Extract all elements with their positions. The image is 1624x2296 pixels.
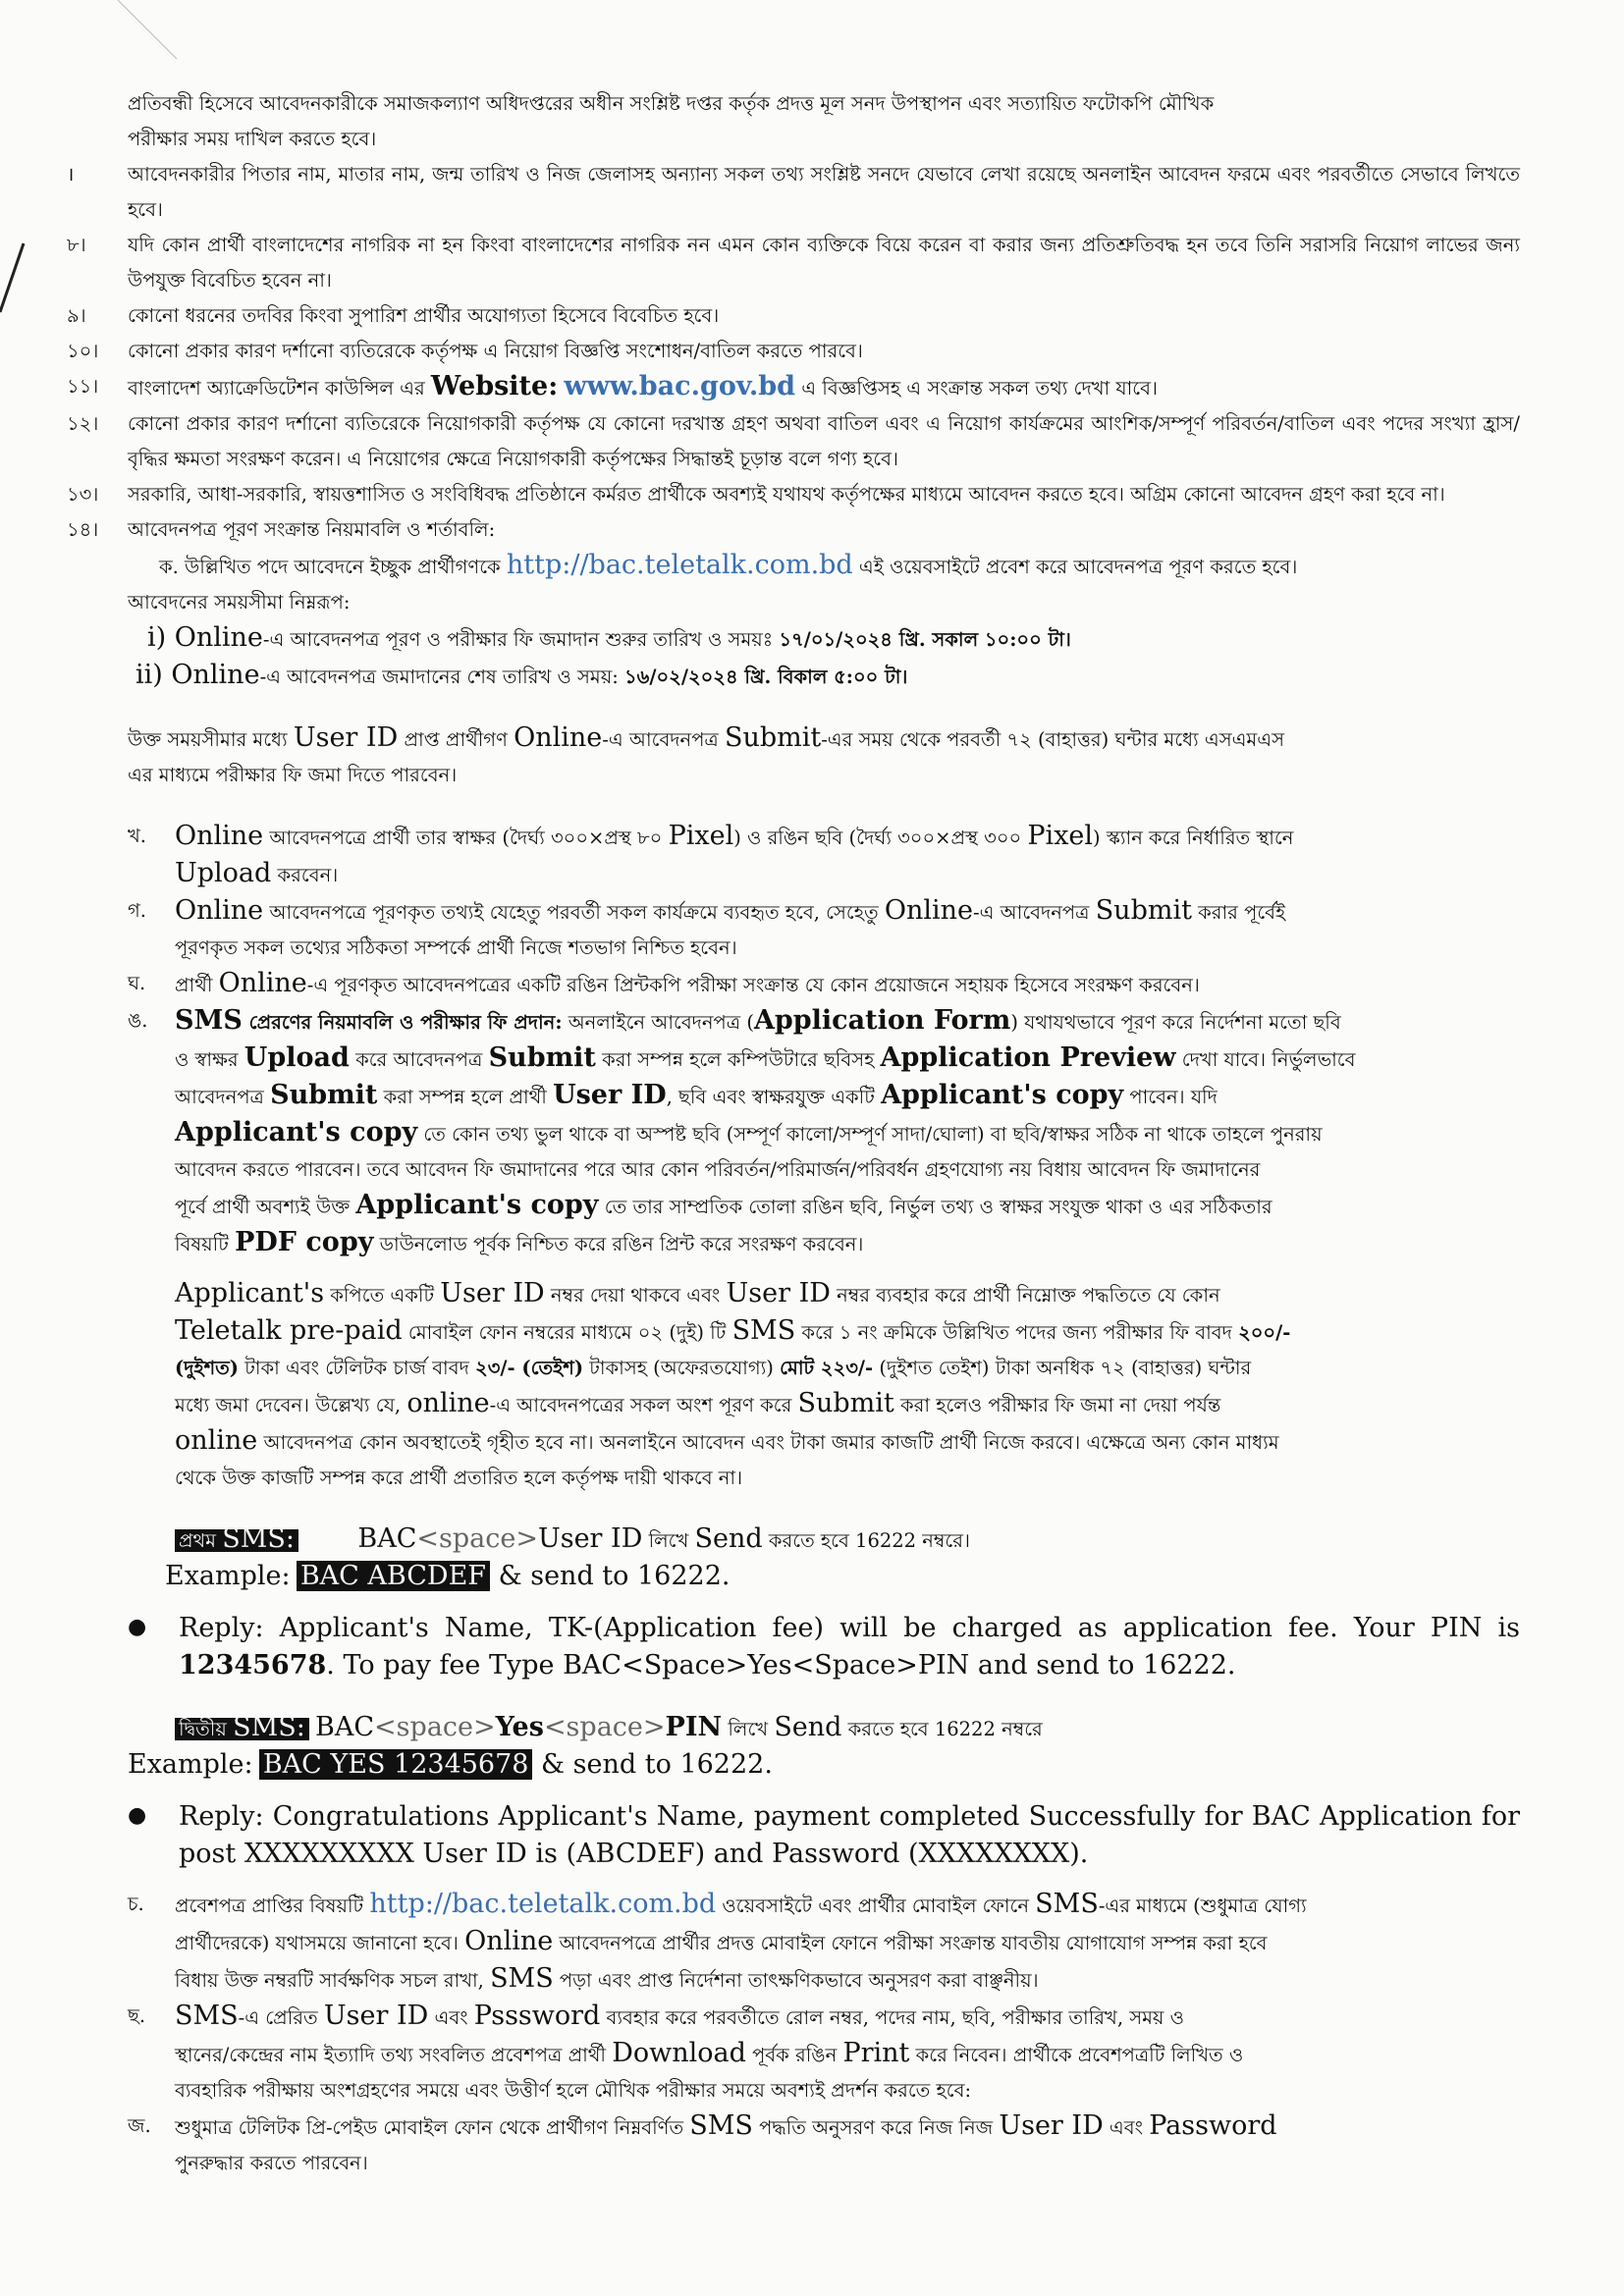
t: ) স্ক্যান করে নির্ধারিত স্থানে [1093,827,1294,849]
t: BAC [315,1712,375,1742]
t: Online [464,1926,554,1956]
t: ) যথাযথভাবে পূরণ করে নির্দেশনা মতো ছবি [1010,1011,1341,1034]
t: User ID [999,2110,1104,2141]
t: বিধায় উক্ত নম্বরটি সার্বক্ষণিক সচল রাখা, [175,1969,491,1992]
bullet-dot: ● [128,1803,147,1828]
t: SMS [689,2110,753,2141]
t: শুধুমাত্র টেলিটক প্রি-পেইড মোবাইল ফোন থেকে প্রার্থীগণ নিম্নবর্ণিত [175,2116,690,2139]
t: লিখে [722,1718,775,1740]
t: Send [774,1712,842,1742]
sms-fee-timing-paragraph [67,721,1520,793]
t: স্থানের/কেন্দ্রের নাম ইত্যাদি তথ্য সংবলিত প্রবেশপত্র প্রার্থী [175,2044,613,2066]
item-text: সরকারি, আধা-সরকারি, স্বায়ত্তশাসিত ও সংবিধিবদ্ধ প্রতিষ্ঠানে কর্মরত প্রার্থীকে অবশ্যই যথাযথ কর্তৃপক্ষের মাধ্যমে আবেদন করতে হবে। অগ্রিম কোনো আবেদন গ্রহণ করা হবে না। [128,483,1445,506]
t: SMS [175,2001,239,2031]
item-label: খ. [128,825,147,847]
item-number: ১৩। [67,483,99,506]
start-date: ১৭/০১/২০২৪ খ্রি. সকাল ১০:০০ টা। [779,628,1071,651]
t: Password [1149,2110,1277,2141]
t: SMS [175,1005,243,1036]
t: আবেদনপত্রে প্রার্থীর প্রদত্ত মোবাইল ফোনে পরীক্ষা সংক্রান্ত যাবতীয় যোগাযোগ সম্পন্ন করা হবে [553,1932,1268,1954]
t: প্রার্থীদেরকে) যথাসময়ে জানানো হবে। [175,1932,465,1954]
list-item-10 [67,334,1520,369]
t: & send to 16222. [532,1749,773,1780]
item-text: কোনো ধরনের তদবির কিংবা সুপারিশ প্রার্থীর অযোগ্যতা হিসেবে বিবেচিত হবে। [128,304,720,327]
applicant-copy-paragraph [67,1276,1520,1496]
item-text [175,819,1520,893]
t: Upload [244,1042,350,1073]
t: Pixel [668,821,734,851]
reply-1 [128,1610,1520,1684]
ka-post: এই ওয়েবসাইটে প্রবেশ করে আবেদনপত্র পূরণ করতে হবে। [852,556,1298,578]
subitem-ga [67,893,1520,966]
t: করে ১ নং ক্রমিকে উল্লিখিত পদের জন্য পরীক্ষার ফি বাবদ [795,1321,1239,1344]
second-sms-instruction [67,1710,1520,1747]
item-number: ১২। [67,412,99,435]
t: পুনরুদ্ধার করতে পারবেন। [175,2152,368,2174]
t: -এর সময় থেকে পরবর্তী ৭২ (বাহাত্তর) ঘন্টার মধ্যে এসএমএস [821,728,1284,751]
reply-text: Reply: Congratulations Applicant's Name, payment completed Successfully for BAC Application for post XXXXXXXXX User ID is (ABCDEF) and Password (XXXXXXXX). [179,1801,1520,1869]
list-item-11 [67,369,1520,406]
t: PDF copy [235,1227,374,1257]
intro-paragraph [67,86,1520,157]
t: -এ আবেদনপত্র [602,728,725,751]
item-text [128,369,1520,406]
list-item-12 [67,406,1520,477]
deadline-end [67,658,1520,695]
first-sms-instruction [67,1522,1520,1559]
t: Online [218,968,307,998]
t: Application Form [753,1005,1011,1036]
t: দ্বিতীয় [179,1718,227,1740]
t: করতে হবে 16222 নম্বরে। [762,1529,970,1552]
list-item-14 [67,512,1520,548]
t: Print [842,2038,910,2068]
t: প্রার্থী [175,974,219,996]
teletalk-link[interactable]: http://bac.teletalk.com.bd [506,550,853,580]
item-label: ঘ. [128,972,146,994]
t: online [175,1425,258,1456]
t: User ID [293,722,399,753]
item-text: যদি কোন প্রার্থী বাংলাদেশের নাগরিক না হন কিংবা বাংলাদেশের নাগরিক নন এমন কোন ব্যক্তিকে বিয়ে করেন বা করার জন্য প্রতিশ্রুতিবদ্ধ হন তবে তিনি সরাসরি নিয়োগ লাভের জন্য উপযুক্ত বিবেচিত হবেন না। [128,234,1520,292]
t: আবেদন করতে পারবেন। তবে আবেদন ফি জমাদানের পরে আর কোন পরিবর্তন/পরিমার্জন/পরিবর্ধন গ্রহণযোগ্য নয় বিধায় আবেদন ফি জমাদানের [175,1158,1261,1181]
subitem-kha [67,819,1520,893]
t: করা সম্পন্ন হলে কম্পিউটারে ছবিসহ [595,1048,881,1071]
t: Submit [488,1042,596,1073]
t: , ছবি এবং স্বাক্ষরযুক্ত একটি [666,1086,882,1108]
t: SMS [1035,1889,1099,1919]
t: কপিতে একটি [324,1284,441,1307]
t: Submit [724,722,822,753]
end-prefix: ii) Online [135,660,260,690]
t: করে আবেদনপত্র [349,1048,489,1071]
item-text [175,1887,1520,1999]
deadline-start [67,620,1520,658]
item-text [175,966,1520,1003]
t: মোবাইল ফোন নম্বরের মাধ্যমে ০২ (দুই) টি [402,1321,732,1344]
t: Submit [797,1388,894,1418]
t: ব্যবহারিক পরীক্ষায় অংশগ্রহণের সময়ে এবং উত্তীর্ণ হলে মৌখিক পরীক্ষার সময়ে অবশ্যই প্রদর্শন করতে হবে: [175,2079,972,2102]
t: অনলাইনে আবেদনপত্র ( [562,1011,754,1034]
t: থেকে উক্ত কাজটি সম্পন্ন করে প্রার্থী প্রতারিত হলে কর্তৃপক্ষ দায়ী থাকবে না। [175,1467,743,1489]
t: Applicant's copy [355,1190,599,1220]
item-label: চ. [128,1893,144,1915]
t: online [406,1388,490,1418]
t: Submit [270,1080,378,1110]
t: নম্বর দেয়া থাকবে এবং [544,1284,727,1307]
t: আবেদনপত্রে প্রার্থী তার স্বাক্ষর (দৈর্ঘ্য ৩০০×প্রস্থ ৮০ [263,827,669,849]
t: প্রেরণের নিয়মাবলি ও পরীক্ষার ফি প্রদান: [242,1011,563,1034]
t: BAC [357,1523,417,1554]
t: এবং [428,2006,474,2029]
t: User ID [323,2001,429,2031]
t: Submit [1095,895,1192,926]
t: পড়া এবং প্রাপ্ত নির্দেশনা তাৎক্ষণিকভাবে অনুসরণ করা বাঞ্ছনীয়। [553,1969,1039,1992]
t: প্রবেশপত্র প্রাপ্তির বিষয়টি [175,1895,370,1917]
item-text [175,1999,1520,2109]
ka-pre: ক. উল্লিখিত পদে আবেদনে ইচ্ছুক প্রার্থীগণকে [159,556,507,578]
t: করার পূর্বেই [1191,901,1286,924]
t: তে তার সাম্প্রতিক তোলা রঙিন ছবি, নির্ভুল তথ্য ও স্বাক্ষর সংযুক্ত থাকা ও এর সঠিকতার [598,1196,1272,1218]
item-number: ১১। [67,375,99,398]
t: Online [175,821,264,851]
t: Online [175,895,264,926]
t: ডাউনলোড পূর্বক নিশ্চিত করে রঙিন প্রিন্ট করে সংরক্ষণ করবেন। [373,1233,864,1255]
start-prefix: i) Online [147,622,263,653]
t: করতে হবে 16222 নম্বরে [841,1718,1043,1740]
t: করা হলেও পরীক্ষার ফি জমা না দেয়া পর্যন্ত [893,1394,1221,1416]
t: User ID [537,1523,643,1554]
t: Online [884,895,973,926]
t: ব্যবহার করে পরবর্তীতে রোল নম্বর, পদের নাম, ছবি, পরীক্ষার তারিখ, সময় ও [600,2006,1184,2029]
t: মধ্যে জমা দেবেন। উল্লেখ্য যে, [175,1394,407,1416]
t: পদ্ধতি অনুসরণ করে নিজ নিজ [752,2116,1000,2139]
t: User ID [440,1278,545,1308]
t: Applicant's copy [881,1080,1124,1110]
t: User ID [726,1278,831,1308]
item-text [175,2109,1520,2181]
website-link[interactable]: www.bac.gov.bd [564,371,796,401]
list-item-9 [67,298,1520,334]
subitem-cha [67,1887,1520,1999]
example-code: BAC YES 12345678 [259,1749,533,1780]
t: Online [514,722,603,753]
teletalk-link[interactable]: http://bac.teletalk.com.bd [369,1889,717,1919]
item-number: ৯। [67,304,86,327]
item-number: ৮। [67,234,86,256]
t: Applicant's [175,1278,325,1308]
intro-line-2: পরীক্ষার সময় দাখিল করতে হবে। [128,128,377,150]
subitem-ja [67,2109,1520,2181]
t: করে নিবেন। প্রার্থীকে প্রবেশপত্রটি লিখিত ও [909,2044,1244,2066]
reply-2 [128,1798,1520,1873]
t: পূর্বে প্রার্থী অবশ্যই উক্ত [175,1196,356,1218]
t: ও স্বাক্ষর [175,1048,244,1071]
t: দেখা যাবে। নির্ভুলভাবে [1175,1048,1356,1071]
timing-line-1 [128,721,1520,758]
website-intro: বাংলাদেশ অ্যাক্রেডিটেশন কাউন্সিল এর [128,377,431,400]
t: -এ আবেদনপত্র [972,901,1096,924]
list-item-8 [67,228,1520,298]
item-label: গ. [128,899,146,922]
item-label: জ. [128,2114,151,2137]
t: Example: [128,1749,253,1780]
t: & send to 16222. [490,1561,731,1591]
t: আবেদনপত্র কোন অবস্থাতেই গৃহীত হবে না। অনলাইনে আবেদন এবং টাকা জমার কাজটি প্রার্থী নিজে করবে। এক্ষেত্রে অন্য কোন মাধ্যম [257,1431,1279,1454]
t: টাকা এবং টেলিটক চার্জ বাবদ [239,1357,476,1379]
end-date: ১৬/০২/২০২৪ খ্রি. বিকাল ৫:০০ টা। [624,666,908,688]
t: SMS: [233,1712,305,1742]
t: পূরণকৃত সকল তথ্যের সঠিকতা সম্পর্কে প্রার্থী নিজে শতভাগ নিশ্চিত হবেন। [175,936,737,959]
t: করা সম্পন্ন হলে প্রার্থী [377,1086,554,1108]
t: Send [694,1523,763,1554]
t: প্রথম [179,1529,217,1552]
t: পূর্বক রঙিন [745,2044,843,2066]
t: Psssword [473,2001,601,2031]
t: <space> [374,1712,496,1742]
t: বিষয়টি [175,1233,236,1255]
item-text: কোনো প্রকার কারণ দর্শানো ব্যতিরেকে নিয়োগকারী কর্তৃপক্ষ যে কোনো দরখাস্ত গ্রহণ অথবা বাতিল এবং এ নিয়োগ কার্যক্রমের আংশিক/সম্পূর্ণ পরিবর্তন/বাতিল এবং পদের সংখ্যা হ্রাস/বৃদ্ধির ক্ষমতা সংরক্ষণ করেন। এ নিয়োগের ক্ষেত্রে নিয়োগকারী কর্তৃপক্ষের সিদ্ধান্তই চূড়ান্ত বলে গণ্য হবে। [128,412,1520,470]
t: -এর মাধ্যমে (শুধুমাত্র যোগ্য [1098,1895,1307,1917]
t: PIN [665,1712,723,1742]
t: আবেদনপত্রে পূরণকৃত তথ্যই যেহেতু পরবর্তী সকল কার্যক্রমে ব্যবহৃত হবে, সেহেতু [263,901,885,924]
t: SMS [490,1963,554,1994]
item-text [175,893,1520,966]
t: Upload [175,858,272,888]
item-text [175,1003,1520,1262]
website-tail: এ বিজ্ঞপ্তিসহ এ সংক্রান্ত সকল তথ্য দেখা যাবে। [795,377,1158,400]
t: প্রাপ্ত প্রার্থীগণ [398,728,514,751]
t: Applicant's copy [175,1117,418,1148]
t: করবেন। [271,864,339,886]
start-text: -এ আবেদনপত্র পূরণ ও পরীক্ষার ফি জমাদান শুরুর তারিখ ও সময়ঃ [262,628,780,651]
t: নম্বর ব্যবহার করে প্রার্থী নিম্নোক্ত পদ্ধতিতে যে কোন [830,1284,1220,1307]
t: (দুইশত) [175,1357,240,1379]
subitem-gha [67,966,1520,1003]
item-text: আবেদনকারীর পিতার নাম, মাতার নাম, জন্ম তারিখ ও নিজ জেলাসহ অন্যান্য সকল তথ্য সংশ্লিষ্ট সনদে যেভাবে লেখা রয়েছে অনলাইন আবেদন ফরমে এবং পরবর্তীতে সেভাবে লিখতে হবে। [128,163,1520,221]
t: ২০০/- [1238,1321,1291,1344]
item-number: ১০। [67,340,99,362]
t: Reply: Applicant's Name, TK-(Application fee) will be charged as application fee. Your PIN is [179,1613,1520,1643]
t: Application Preview [880,1042,1176,1073]
reply-text [179,1610,1520,1684]
t: Example: [165,1561,291,1591]
subitem-sms-rules [67,1003,1520,1262]
t: আবেদনপত্র [175,1086,271,1108]
website-label: Website: [430,371,559,401]
item-label: ঙ. [128,1009,148,1032]
t: <space> [543,1712,666,1742]
item-number: ১৪। [67,518,99,541]
first-sms-example [67,1559,1520,1596]
list-item-13 [67,477,1520,512]
t: -এ আবেদনপত্রের সকল অংশ পূরণ করে [489,1394,798,1416]
subitem-ka [67,548,1520,695]
t: -এ প্রেরিত [238,2006,324,2029]
t: উক্ত সময়সীমার মধ্যে [128,728,294,751]
t: লিখে [642,1529,695,1552]
ka-line [67,548,1520,585]
subitem-chha [67,1999,1520,2109]
t: SMS [731,1315,796,1346]
t: তে কোন তথ্য ভুল থাকে বা অস্পষ্ট ছবি (সম্পূর্ণ কালো/সম্পূর্ণ সাদা/ঘোলা) বা ছবি/স্বাক্ষর সঠিক না থাকে তাহলে পুনরায় [417,1123,1323,1146]
intro-line-1: প্রতিবন্ধী হিসেবে আবেদনকারীকে সমাজকল্যাণ অধিদপ্তরের অধীন সংশ্লিষ্ট দপ্তর কর্তৃক প্রদত্ত মূল সনদ উপস্থাপন এবং সত্যায়িত ফটোকপি মৌখিক [128,92,1215,115]
t: -এ পূরণকৃত আবেদনপত্রের একটি রঙিন প্রিন্টকপি পরীক্ষা সংক্রান্ত যে কোন প্রয়োজনে সহায়ক হিসেবে সংরক্ষণ করবেন। [306,974,1200,996]
t: মোট ২২৩/- [780,1357,874,1379]
second-sms-example [67,1747,1520,1785]
t: Download [612,2038,746,2068]
t: Teletalk pre-paid [175,1315,403,1346]
t: ওয়েবসাইটে এবং প্রার্থীর মোবাইল ফোনে [716,1895,1036,1917]
t: . To pay fee Type BAC<Space>Yes<Space>PIN and send to 16222. [326,1650,1236,1681]
bullet-dot: ● [128,1615,147,1639]
timing-line-2: এর মাধ্যমে পরীক্ষার ফি জমা দিতে পারবেন। [128,764,458,786]
t: SMS: [222,1523,295,1554]
t: Yes [495,1712,544,1742]
deadline-heading: আবেদনের সময়সীমা নিম্নরূপ: [128,591,351,614]
t: Pixel [1027,821,1094,851]
item-number: । [67,163,75,186]
document-body [67,86,1520,2181]
t: User ID [553,1080,667,1110]
t: (দুইশত তেইশ) টাকা অনধিক ৭২ (বাহাত্তর) ঘন্টার [873,1357,1252,1379]
t: এবং [1103,2116,1150,2139]
end-text: -এ আবেদনপত্র জমাদানের শেষ তারিখ ও সময়: [259,666,625,688]
item-text: কোনো প্রকার কারণ দর্শানো ব্যতিরেকে কর্তৃপক্ষ এ নিয়োগ বিজ্ঞপ্তি সংশোধন/বাতিল করতে পারবে। [128,340,863,362]
t: পাবেন। যদি [1123,1086,1218,1108]
t: ) ও রঙিন ছবি (দৈর্ঘ্য ৩০০×প্রস্থ ৩০০ [733,827,1028,849]
t: ২৩/- (তেইশ) [475,1357,584,1379]
second-sms-tag [175,1712,309,1742]
item-label: ছ. [128,2004,146,2027]
item-text: আবেদনপত্র পূরণ সংক্রান্ত নিয়মাবলি ও শর্তাবলি: [128,518,496,541]
example-code: BAC ABCDEF [297,1561,490,1591]
t: 12345678 [179,1650,327,1681]
t: টাকাসহ (অফেরতযোগ্য) [583,1357,781,1379]
list-item-7 [67,157,1520,228]
first-sms-tag [175,1523,298,1554]
t: <space> [416,1523,538,1554]
